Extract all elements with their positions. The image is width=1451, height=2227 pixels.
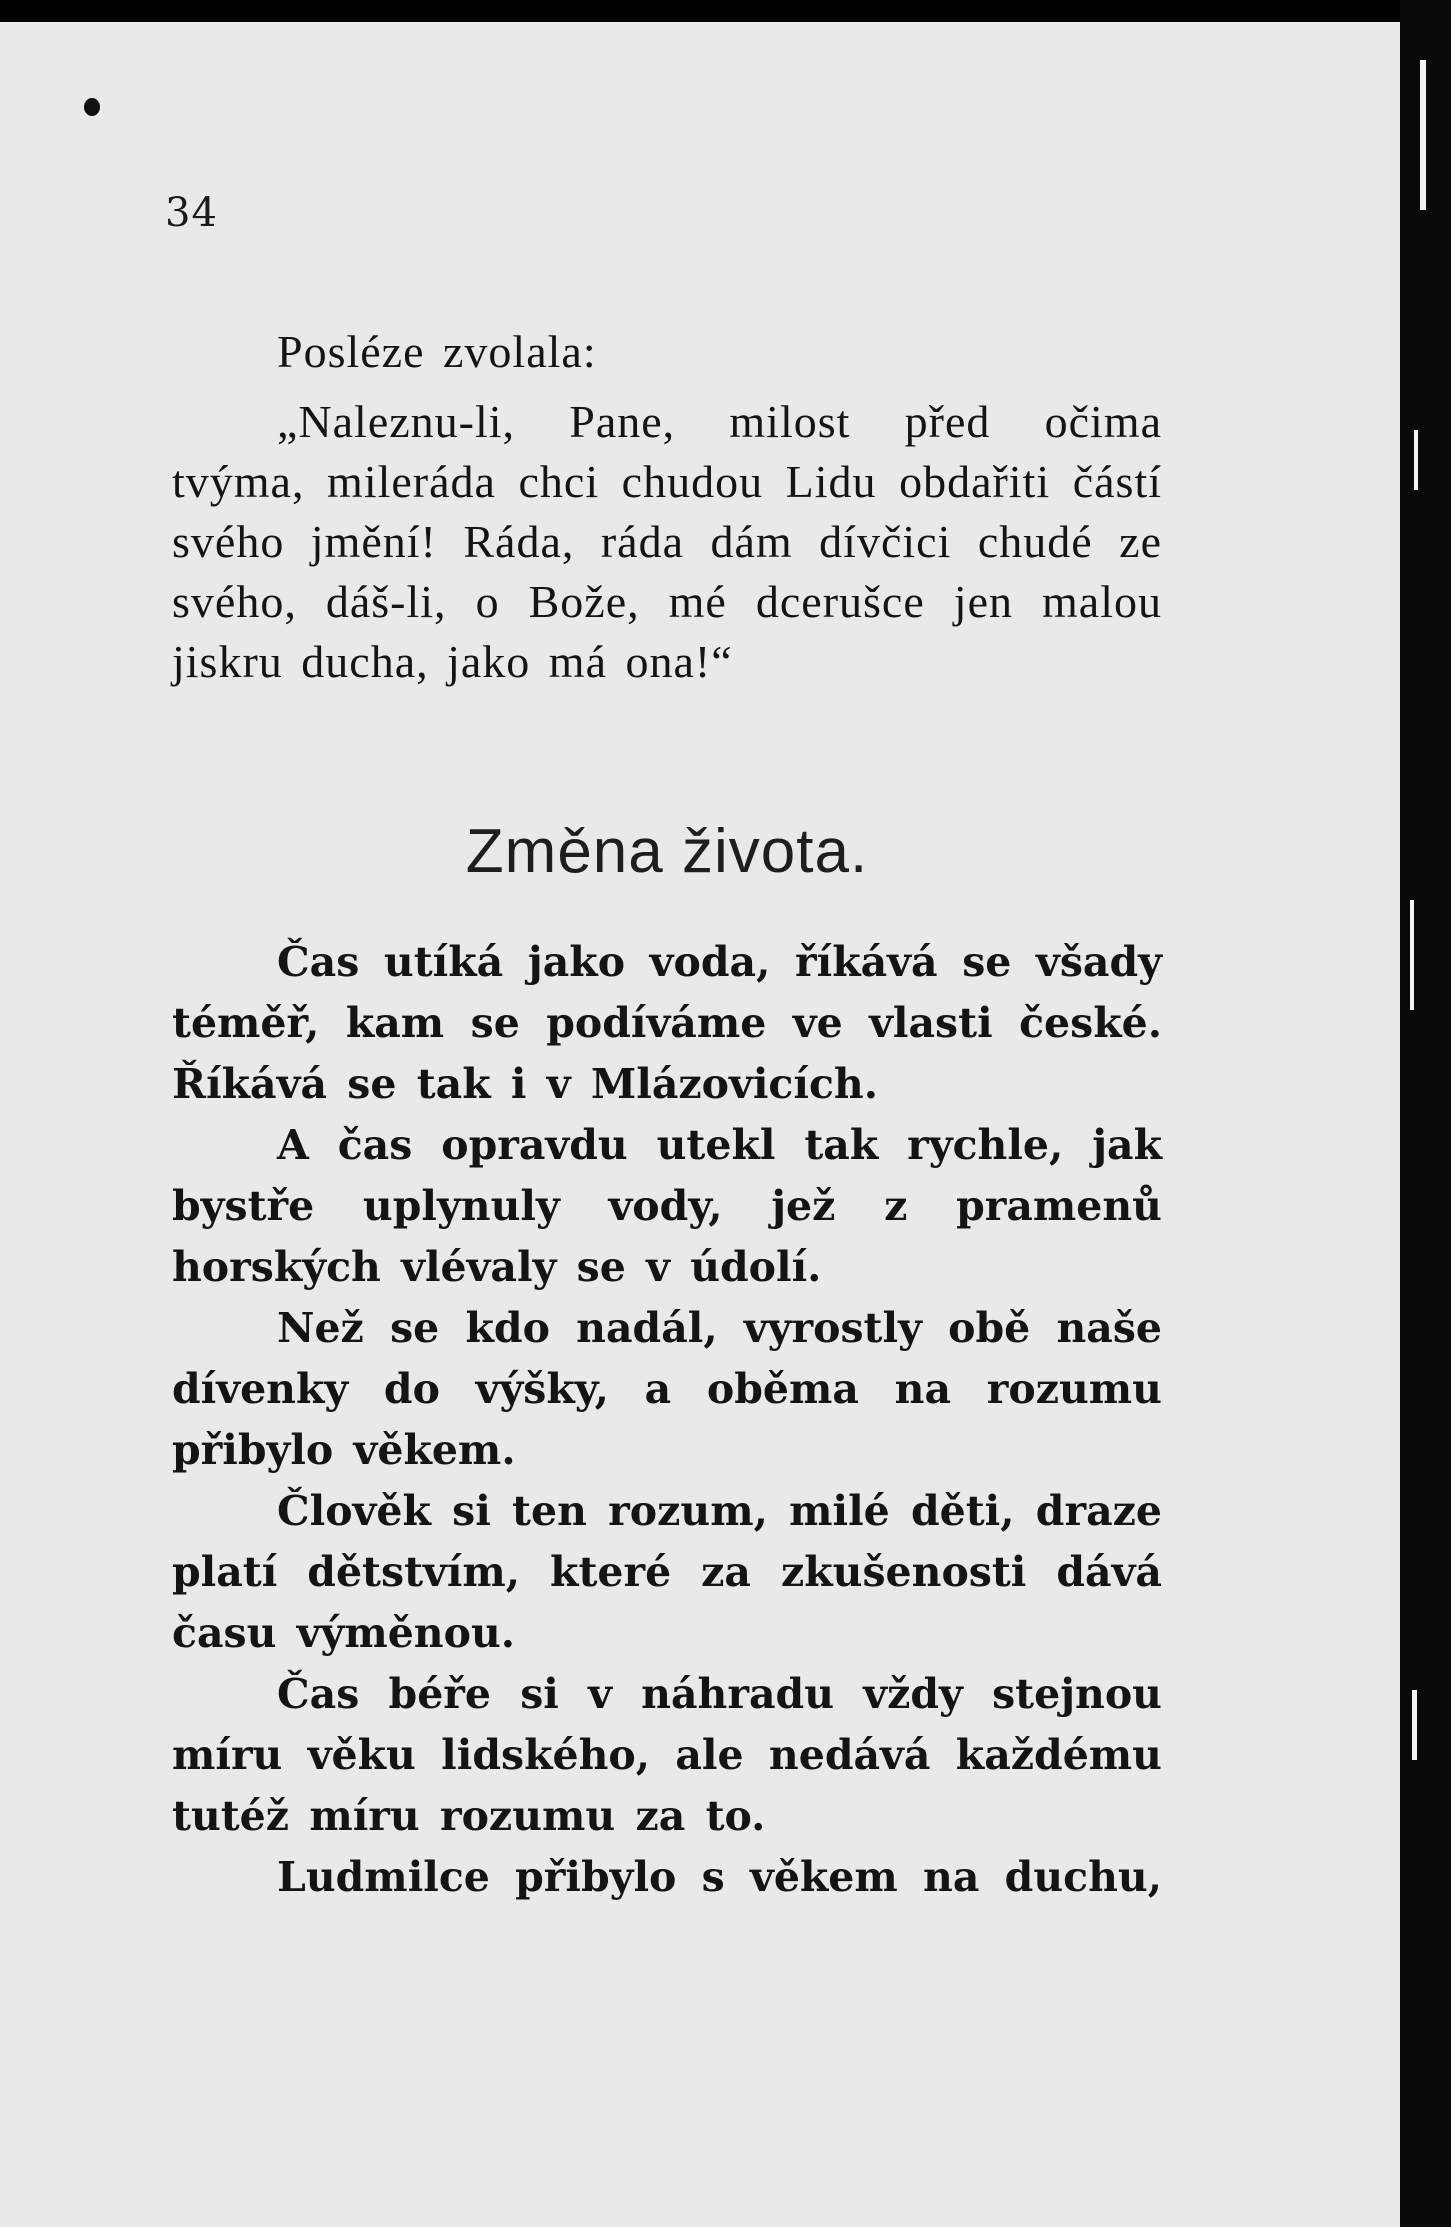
body-paragraph: Čas béře si v náhradu vždy stejnou míru věku lidského, ale nedává každému tutéž míru rozumu za to. xyxy=(172,1670,1162,1840)
body-paragraph: Ludmilce přibylo s věkem na duchu, xyxy=(277,1853,1162,1901)
body-paragraph: Čas utíká jako voda, říkává se všady téměř, kam se podíváme ve vlasti české. Říkává se tak i v Mlázovicích. xyxy=(172,938,1162,1108)
scan-edge xyxy=(1400,0,1451,2227)
edge-mark xyxy=(1420,60,1426,210)
section-title: Změna života. xyxy=(465,817,869,886)
intro-line: Posléze zvolala: xyxy=(277,326,597,377)
body-paragraph: Člověk si ten rozum, milé děti, draze platí dětstvím, které za zkušenosti dává času výměnou. xyxy=(172,1487,1162,1657)
intro-quote-paragraph: „Naleznu-li, Pane, milost před očima tvýma, mileráda chci chudou Lidu obdařiti částí svého jmění! Ráda, ráda dám dívčici chudé ze svého, dáš-li, o Bože, mé dcerušce jen malou jiskru ducha, jako má ona!“ xyxy=(172,396,1162,687)
book-page xyxy=(0,22,1400,2227)
body-paragraph: Než se kdo nadál, vyrostly obě naše dívenky do výšky, a oběma na rozumu přibylo věkem. xyxy=(172,1304,1162,1474)
page-number: 34 xyxy=(165,190,218,236)
body-paragraph: A čas opravdu utekl tak rychle, jak bystře uplynuly vody, jež z pramenů horských vlévaly se v údolí. xyxy=(172,1121,1162,1291)
page-text xyxy=(172,322,1162,1908)
edge-mark xyxy=(1412,1690,1417,1760)
edge-mark xyxy=(1410,900,1414,1010)
ink-dot xyxy=(84,98,100,116)
edge-mark xyxy=(1414,430,1418,490)
